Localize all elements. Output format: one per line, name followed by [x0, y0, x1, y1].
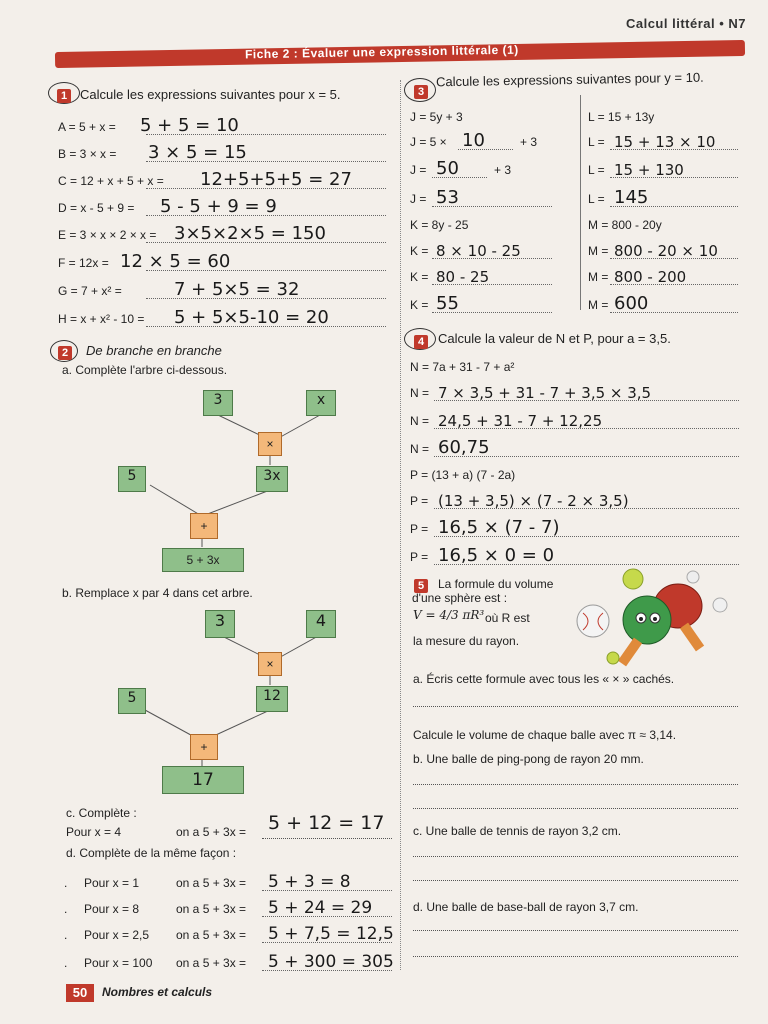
ex1-equation: G = 7 + x² = [58, 284, 122, 298]
ex2-b: b. Remplace x par 4 dans cet arbre. [62, 586, 253, 600]
ex2-d-answer[interactable]: 5 + 24 = 29 [268, 898, 373, 918]
ex3-row-left [410, 290, 575, 314]
ex4-row [410, 460, 740, 484]
ex2-d-answer[interactable]: 5 + 300 = 305 [268, 952, 394, 972]
ex3-equation: J = 5y + 3 [410, 110, 463, 124]
ex1-answer[interactable]: 7 + 5×5 = 32 [174, 279, 300, 300]
ex3-row-left [410, 127, 575, 151]
answer-line [413, 808, 738, 809]
ex3-title: Calcule les expressions suivantes pour y = 10. [435, 69, 704, 90]
tree1-right: 3x [256, 466, 288, 492]
ex2-c-answer: 5 + 12 = 17 [268, 812, 385, 834]
ex3-row-left [410, 262, 575, 286]
tree1-top-right: x [306, 390, 336, 416]
ex2-number: 2 [58, 346, 72, 360]
ex3-equation: K = [410, 244, 429, 258]
answer-line [413, 880, 738, 881]
ex5-where: où R est [485, 611, 530, 625]
ex3-equation: J = [410, 163, 427, 177]
ex2-d-on: on a 5 + 3x = [176, 956, 247, 970]
ex3-answer[interactable]: 8 × 10 - 25 [436, 242, 521, 260]
ex5-line3: la mesure du rayon. [413, 634, 520, 648]
ex5-line1: La formule du volume [438, 577, 554, 591]
tree2-right: 12 [256, 686, 288, 712]
ex3-equation: L = [588, 135, 605, 149]
ex3-row-left [410, 210, 575, 234]
ex1-row [58, 220, 388, 244]
ex3-row-right [588, 102, 738, 126]
ex3-answer[interactable]: 145 [614, 187, 649, 208]
ex2-d-answer[interactable]: 5 + 7,5 = 12,5 [268, 924, 394, 944]
ex1-answer[interactable]: 5 + 5 = 10 [140, 115, 239, 136]
ex4-answer[interactable]: 16,5 × 0 = 0 [438, 545, 555, 566]
ex3-row-left [410, 184, 575, 208]
answer-line [262, 838, 392, 839]
ex3-answer[interactable]: 50 [436, 158, 459, 179]
tree2-mult: × [258, 652, 282, 676]
ex2-d-on: on a 5 + 3x = [176, 902, 247, 916]
ex5-c: c. Une balle de tennis de rayon 3,2 cm. [413, 824, 622, 838]
ex3-row-right [588, 155, 738, 179]
ex3-row-right [588, 210, 738, 234]
ex4-row [410, 514, 740, 538]
ex2-d-on: on a 5 + 3x = [176, 876, 247, 890]
ex4-equation: P = [410, 550, 429, 564]
ex3-answer[interactable]: 800 - 200 [614, 268, 687, 286]
ex5-b: b. Une balle de ping-pong de rayon 20 mm. [413, 752, 644, 766]
ex1-number: 1 [57, 86, 71, 104]
ex2-d-on: on a 5 + 3x = [176, 928, 247, 942]
ex2-d-pour: Pour x = 100 [84, 956, 153, 970]
ex3-equation: J = [410, 192, 427, 206]
page-number: 50 [66, 984, 94, 1002]
ex3-tail: + 3 [520, 135, 538, 149]
bullet: . [64, 956, 68, 970]
tree1-mult: × [258, 432, 282, 456]
ex1-row [58, 276, 388, 300]
answer-line [413, 856, 738, 857]
ex3-equation: L = 15 + 13y [588, 110, 655, 124]
ex2-title: De branche en branche [86, 343, 222, 358]
ex5-line2: d'une sphère est : [412, 591, 508, 605]
ex4-answer[interactable]: (13 + 3,5) × (7 - 2 × 3,5) [438, 492, 629, 510]
ex4-row [410, 406, 740, 430]
ex4-row [410, 378, 740, 402]
ex1-equation: H = x + x² - 10 = [58, 312, 145, 326]
ex1-answer[interactable]: 3 × 5 = 15 [148, 142, 247, 163]
ex3-equation: K = [410, 298, 429, 312]
ex4-answer[interactable]: 24,5 + 31 - 7 + 12,25 [438, 412, 603, 430]
ex4-equation: N = [410, 386, 430, 400]
tree2-top-right: 4 [306, 610, 336, 638]
ex3-equation: K = 8y - 25 [410, 218, 469, 232]
answer-line [413, 930, 738, 931]
ex1-row [58, 193, 388, 217]
ex2-d-answer[interactable]: 5 + 3 = 8 [268, 872, 351, 892]
ex3-number: 3 [414, 85, 428, 99]
ex2-d-row [66, 920, 396, 944]
ex1-answer[interactable]: 5 + 5×5-10 = 20 [174, 307, 329, 328]
ex2-c-on: on a 5 + 3x = [176, 825, 247, 839]
bullet: . [64, 876, 68, 890]
answer-line [413, 956, 738, 957]
ex2-c: c. Complète : [66, 806, 137, 820]
ex1-title: Calcule les expressions suivantes pour x = 5. [80, 87, 341, 102]
ex3-equation: J = 5 × [410, 135, 447, 149]
bullet: . [64, 928, 68, 942]
ex3-equation: M = 800 - 20y [588, 218, 662, 232]
ex1-equation: B = 3 × x = [58, 147, 117, 161]
ex4-equation: N = 7a + 31 - 7 + a² [410, 360, 515, 374]
ex5-formula: V = 4/3 πR³ [413, 608, 485, 622]
ex3-answer[interactable]: 15 + 130 [614, 161, 684, 179]
ex1-answer[interactable]: 12 × 5 = 60 [120, 251, 231, 272]
ex2-d-pour: Pour x = 8 [84, 902, 140, 916]
ex4-row [410, 352, 740, 376]
ex3-answer[interactable]: 600 [614, 293, 649, 314]
ex4-answer[interactable]: 16,5 × (7 - 7) [438, 517, 560, 538]
ex3-row-left [410, 236, 575, 260]
ex5-a: a. Écris cette formule avec tous les « × » cachés. [413, 672, 675, 686]
ex3-divider [580, 95, 581, 310]
ex3-row-right [588, 262, 738, 286]
tree2-plus: + [190, 734, 218, 760]
ex1-row [58, 139, 388, 163]
ex3-row-left [410, 102, 575, 126]
ex5-number: 5 [414, 579, 428, 593]
tree1-plus: + [190, 513, 218, 539]
ex3-answer[interactable]: 55 [436, 293, 459, 314]
ex3-answer[interactable]: 53 [436, 187, 459, 208]
ex4-equation: N = [410, 442, 430, 456]
ex3-equation: M = [588, 244, 609, 258]
ex1-answer[interactable]: 3×5×2×5 = 150 [174, 223, 326, 244]
ex2-d-row [66, 868, 396, 892]
ex2-d-pour: Pour x = 2,5 [84, 928, 150, 942]
ex3-equation: K = [410, 270, 429, 284]
ex3-tail: + 3 [494, 163, 512, 177]
ex1-equation: F = 12x = [58, 256, 109, 270]
ex5-d: d. Une balle de base-ball de rayon 3,7 cm. [413, 900, 639, 914]
ex3-row-right [588, 184, 738, 208]
ex4-equation: P = [410, 494, 429, 508]
ex3-equation: M = [588, 270, 609, 284]
ex3-answer[interactable]: 800 - 20 × 10 [614, 242, 718, 260]
ex1-answer[interactable]: 12+5+5+5 = 27 [200, 169, 352, 190]
ex2-a: a. Complète l'arbre ci-dessous. [62, 363, 228, 377]
ex2-d-row [66, 948, 396, 972]
tree2-top-left: 3 [205, 610, 235, 638]
chapter-title: Calcul littéral • N7 [625, 16, 746, 31]
ex1-equation: C = 12 + x + 5 + x = [58, 174, 164, 188]
ex4-title: Calcule la valeur de N et P, pour a = 3,5. [438, 331, 671, 346]
answer-line [413, 784, 738, 785]
ex3-answer[interactable]: 80 - 25 [436, 268, 490, 286]
ex2-d: d. Complète de la même façon : [66, 846, 237, 860]
answer-line [413, 706, 738, 707]
ex4-equation: P = (13 + a) (7 - 2a) [410, 468, 516, 482]
ex3-row-right [588, 236, 738, 260]
ex3-answer[interactable]: 15 + 13 × 10 [614, 133, 716, 151]
tree1-result: 5 + 3x [162, 548, 244, 572]
ex3-row-left [410, 155, 575, 179]
ex1-equation: D = x - 5 + 9 = [58, 201, 135, 215]
banner-title: Fiche 2 : Évaluer une expression littérale (1) [244, 42, 519, 62]
ex3-equation: M = [588, 298, 609, 312]
ex3-row-right [588, 127, 738, 151]
ex3-answer[interactable]: 10 [462, 130, 485, 151]
ex4-equation: N = [410, 414, 430, 428]
ex1-row [58, 166, 388, 190]
tree1-left: 5 [118, 466, 146, 492]
ex5-intro: Calcule le volume de chaque balle avec π ≈ 3,14. [413, 728, 677, 742]
ex4-row [410, 486, 740, 510]
ex1-equation: E = 3 × x × 2 × x = [58, 228, 157, 242]
tree1-top-left: 3 [203, 390, 233, 416]
ex4-row [410, 434, 740, 458]
ex2-c-pour: Pour x = 4 [66, 825, 122, 839]
column-separator [400, 80, 401, 970]
ex3-equation: L = [588, 192, 605, 206]
ex2-d-pour: Pour x = 1 [84, 876, 140, 890]
ex1-row [58, 304, 388, 328]
ex1-row [58, 248, 388, 272]
ex4-row [410, 542, 740, 566]
ex4-number: 4 [414, 335, 428, 349]
tree2-result: 17 [162, 766, 244, 794]
ex1-equation: A = 5 + x = [58, 120, 116, 134]
tree2-left: 5 [118, 688, 146, 714]
bullet: . [64, 902, 68, 916]
ex1-answer[interactable]: 5 - 5 + 9 = 9 [160, 196, 277, 217]
ex4-equation: P = [410, 522, 429, 536]
ex3-row-right [588, 290, 738, 314]
ex2-d-row [66, 894, 396, 918]
ex1-row [58, 112, 388, 136]
footer-label: Nombres et calculs [102, 985, 213, 999]
ex4-answer[interactable]: 7 × 3,5 + 31 - 7 + 3,5 × 3,5 [438, 384, 652, 402]
ex4-answer[interactable]: 60,75 [438, 437, 490, 458]
ex3-equation: L = [588, 163, 605, 177]
balls-illustration [575, 568, 735, 668]
